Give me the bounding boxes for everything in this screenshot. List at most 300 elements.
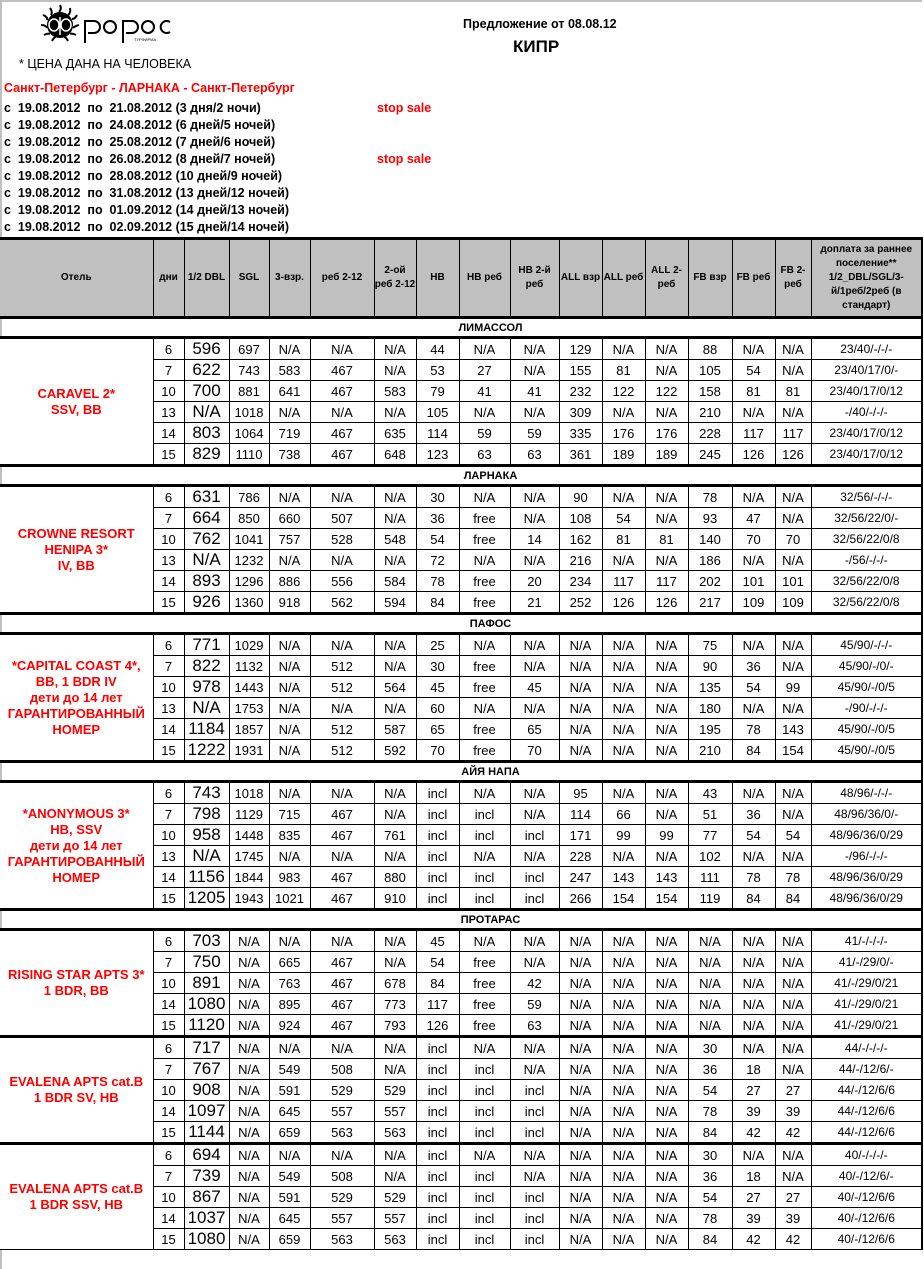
price-cell: 803 (184, 423, 229, 444)
price-cell: 881 (229, 381, 269, 402)
price-cell: N/A (645, 719, 688, 740)
price-cell: 40/-/-/-/- (811, 1144, 922, 1166)
column-header: 2-ой реб 2-12 (374, 239, 416, 318)
price-cell: incl (416, 867, 459, 888)
price-cell: 195 (688, 719, 732, 740)
price-cell: N/A (775, 1166, 811, 1187)
price-cell: 1232 (229, 550, 269, 571)
price-cell: 232 (559, 381, 602, 402)
price-cell: N/A (310, 486, 374, 508)
price-cell: incl (416, 1037, 459, 1059)
price-cell: N/A (229, 1015, 269, 1037)
price-cell: free (459, 994, 510, 1015)
price-cell: N/A (310, 550, 374, 571)
price-cell: 23/40/17/0/- (811, 360, 922, 381)
price-cell: 54 (732, 677, 775, 698)
price-cell: N/A (459, 1144, 510, 1166)
price-cell: 958 (184, 825, 229, 846)
price-cell: N/A (732, 550, 775, 571)
price-cell: 14 (153, 1101, 184, 1122)
price-cell: 54 (602, 508, 645, 529)
price-cell: N/A (310, 782, 374, 804)
price-cell: N/A (510, 952, 559, 973)
price-cell: N/A (459, 1037, 510, 1059)
price-cell: N/A (602, 952, 645, 973)
price-cell: incl (459, 867, 510, 888)
price-cell: 563 (310, 1122, 374, 1144)
price-cell: 7 (153, 1166, 184, 1187)
price-cell: N/A (229, 1166, 269, 1187)
price-cell: N/A (732, 846, 775, 867)
price-cell: 43 (688, 782, 732, 804)
price-cell: 895 (269, 994, 310, 1015)
hotel-name-line: дети до 14 лет (29, 689, 123, 705)
price-cell: N/A (775, 1059, 811, 1080)
column-header: реб 2-12 (310, 239, 374, 318)
price-cell: N/A (732, 1037, 775, 1059)
price-cell: N/A (559, 952, 602, 973)
price-cell: free (459, 952, 510, 973)
price-cell: 66 (602, 804, 645, 825)
price-cell: 10 (153, 973, 184, 994)
price-cell: 850 (229, 508, 269, 529)
price-cell: N/A (645, 677, 688, 698)
hotel-name-line: 1 BDR, BB (43, 983, 109, 998)
price-cell: 564 (374, 677, 416, 698)
hotel-name (0, 930, 153, 1037)
price-cell: 512 (310, 656, 374, 677)
price-cell: incl (416, 1187, 459, 1208)
price-cell: N/A (459, 634, 510, 656)
price-cell: 309 (559, 402, 602, 423)
hotel-name-line: *ANONYMOUS 3* (22, 805, 130, 821)
price-cell: 48/96/36/0/29 (811, 867, 922, 888)
price-cell: 773 (374, 994, 416, 1015)
price-cell: 93 (688, 508, 732, 529)
price-cell: 44/-/12/6/- (811, 1059, 922, 1080)
price-cell: 102 (688, 846, 732, 867)
price-cell: N/A (602, 550, 645, 571)
hotel-name-line: BB, 1 BDR IV (35, 673, 117, 689)
price-cell: N/A (559, 1080, 602, 1101)
svg-text:ТУРФИРМА: ТУРФИРМА (134, 37, 157, 42)
price-cell: 867 (184, 1187, 229, 1208)
hotel-name-line: HB, SSV (50, 821, 103, 837)
region-row (0, 762, 922, 782)
price-cell: N/A (645, 338, 688, 360)
price-cell: 54 (732, 825, 775, 846)
period-item (4, 152, 464, 169)
price-cell: N/A (310, 1144, 374, 1166)
price-cell: 39 (775, 1101, 811, 1122)
price-cell: 1844 (229, 867, 269, 888)
price-cell: N/A (510, 550, 559, 571)
hotel-name-line: ГАРАНТИРОВАННЫЙ (7, 705, 145, 721)
price-cell: 45/90/-/0/5 (811, 677, 922, 698)
price-cell: N/A (374, 656, 416, 677)
price-cell: 697 (229, 338, 269, 360)
price-cell: N/A (184, 402, 229, 423)
price-cell: N/A (559, 1037, 602, 1059)
price-cell: 23/40/-/-/- (811, 338, 922, 360)
column-header: HB 2-й реб (510, 239, 559, 318)
price-cell: 186 (688, 550, 732, 571)
price-cell: incl (459, 1208, 510, 1229)
price-cell: N/A (310, 698, 374, 719)
price-cell: 216 (559, 550, 602, 571)
price-cell: 13 (153, 550, 184, 571)
table-row (0, 338, 922, 360)
price-cell: 101 (775, 571, 811, 592)
price-cell: -/40/-/-/- (811, 402, 922, 423)
price-cell: 1857 (229, 719, 269, 740)
price-cell: 763 (269, 973, 310, 994)
price-cell: 247 (559, 867, 602, 888)
price-cell: N/A (732, 1144, 775, 1166)
price-cell: 14 (153, 423, 184, 444)
price-cell: N/A (732, 486, 775, 508)
price-cell: N/A (775, 782, 811, 804)
price-cell: 30 (416, 656, 459, 677)
price-cell: incl (510, 1101, 559, 1122)
price-cell: 117 (416, 994, 459, 1015)
price-cell: 84 (732, 888, 775, 910)
price-cell: 1205 (184, 888, 229, 910)
price-cell: 32/56/22/0/8 (811, 571, 922, 592)
price-cell: N/A (775, 338, 811, 360)
price-cell: 32/56/22/0/8 (811, 529, 922, 550)
price-cell: N/A (602, 1144, 645, 1166)
hotel-name-line: ГАРАНТИРОВАННЫЙ (7, 853, 145, 869)
price-cell: 154 (602, 888, 645, 910)
price-cell: N/A (775, 973, 811, 994)
price-cell: N/A (688, 973, 732, 994)
price-cell: N/A (310, 1037, 374, 1059)
price-cell: 1018 (229, 782, 269, 804)
table-row (0, 930, 922, 952)
price-cell: 583 (374, 381, 416, 402)
price-cell: N/A (184, 550, 229, 571)
price-cell: N/A (559, 1208, 602, 1229)
price-cell: 10 (153, 381, 184, 402)
price-cell: N/A (688, 952, 732, 973)
price-cell: 101 (732, 571, 775, 592)
stop-sale-badge: stop sale (377, 152, 432, 166)
price-cell: 467 (310, 867, 374, 888)
price-cell: 228 (559, 846, 602, 867)
price-cell: free (459, 592, 510, 614)
price-cell: 660 (269, 508, 310, 529)
price-cell: N/A (459, 550, 510, 571)
price-cell: N/A (732, 782, 775, 804)
price-cell: incl (459, 1166, 510, 1187)
period-item (4, 101, 464, 118)
price-cell: 84 (688, 1122, 732, 1144)
price-cell: N/A (645, 846, 688, 867)
hotel-name (0, 338, 153, 466)
price-cell: N/A (510, 1166, 559, 1187)
price-cell: 117 (732, 423, 775, 444)
price-cell: N/A (459, 402, 510, 423)
price-cell: 41/-/29/0/21 (811, 994, 922, 1015)
price-cell: N/A (775, 1015, 811, 1037)
price-cell: N/A (688, 994, 732, 1015)
price-cell: N/A (602, 1122, 645, 1144)
price-cell: incl (459, 1080, 510, 1101)
price-cell: 1110 (229, 444, 269, 466)
price-cell: 1931 (229, 740, 269, 762)
price-cell: free (459, 1015, 510, 1037)
price-cell: incl (459, 1122, 510, 1144)
column-header: HB (416, 239, 459, 318)
price-cell: 234 (559, 571, 602, 592)
price-cell: 761 (374, 825, 416, 846)
price-cell: N/A (645, 360, 688, 381)
price-cell: 99 (602, 825, 645, 846)
price-cell: 42 (732, 1122, 775, 1144)
price-cell: 7 (153, 804, 184, 825)
price-cell: 786 (229, 486, 269, 508)
price-cell: 918 (269, 592, 310, 614)
price-cell: N/A (510, 698, 559, 719)
price-cell: 587 (374, 719, 416, 740)
periods-list (4, 101, 464, 237)
column-header: 3-взр. (269, 239, 310, 318)
price-cell: N/A (310, 930, 374, 952)
price-cell: 45/90/-/0/5 (811, 740, 922, 762)
period-text: с 19.08.2012 по 25.08.2012 (7 дней/6 ночей) (4, 135, 276, 149)
price-cell: incl (510, 867, 559, 888)
price-cell: N/A (602, 846, 645, 867)
price-cell: N/A (602, 994, 645, 1015)
price-cell: N/A (645, 1122, 688, 1144)
price-cell: incl (416, 1208, 459, 1229)
price-cell: 20 (510, 571, 559, 592)
price-cell: 771 (184, 634, 229, 656)
price-cell: 126 (416, 1015, 459, 1037)
price-cell: N/A (775, 930, 811, 952)
price-cell: N/A (229, 994, 269, 1015)
price-cell: N/A (374, 1166, 416, 1187)
price-cell: 335 (559, 423, 602, 444)
price-cell: 27 (775, 1187, 811, 1208)
price-cell: 739 (184, 1166, 229, 1187)
price-cell: 70 (510, 740, 559, 762)
price-cell: N/A (775, 804, 811, 825)
price-cell: N/A (510, 804, 559, 825)
price-cell: 793 (374, 1015, 416, 1037)
price-cell: N/A (269, 1037, 310, 1059)
price-cell: N/A (645, 1229, 688, 1250)
price-cell: N/A (559, 1015, 602, 1037)
price-note: * ЦЕНА ДАНА НА ЧЕЛОВЕКА (19, 57, 192, 71)
price-cell: 1753 (229, 698, 269, 719)
price-cell: N/A (559, 1229, 602, 1250)
price-cell: N/A (510, 1144, 559, 1166)
hotel-name-line: EVALENA APTS cat.B (9, 1074, 144, 1089)
price-cell: 10 (153, 529, 184, 550)
hotel-name (0, 782, 153, 910)
price-cell: 14 (153, 1208, 184, 1229)
price-cell: N/A (645, 930, 688, 952)
price-cell: N/A (374, 930, 416, 952)
price-cell: N/A (310, 338, 374, 360)
price-cell: 18 (732, 1166, 775, 1187)
price-cell: N/A (559, 994, 602, 1015)
price-cell: 583 (269, 360, 310, 381)
price-cell: 563 (374, 1122, 416, 1144)
price-cell: 762 (184, 529, 229, 550)
price-cell: N/A (559, 973, 602, 994)
price-cell: N/A (559, 740, 602, 762)
price-cell: 84 (732, 740, 775, 762)
column-header: 1/2 DBL (184, 239, 229, 318)
price-cell: 27 (775, 1080, 811, 1101)
price-cell: 594 (374, 592, 416, 614)
price-cell: -/96/-/-/- (811, 846, 922, 867)
hotel-name (0, 1037, 153, 1144)
price-cell: N/A (229, 952, 269, 973)
price-cell: free (459, 529, 510, 550)
price-cell: N/A (732, 994, 775, 1015)
price-cell: 25 (416, 634, 459, 656)
price-cell: 39 (775, 1208, 811, 1229)
price-cell: N/A (559, 634, 602, 656)
period-text: с 19.08.2012 по 01.09.2012 (14 дней/13 ночей) (4, 203, 290, 217)
price-cell: 563 (310, 1229, 374, 1250)
hotel-name (0, 634, 153, 762)
price-cell: 42 (732, 1229, 775, 1250)
price-cell: 750 (184, 952, 229, 973)
period-text: с 19.08.2012 по 26.08.2012 (8 дней/7 ночей) (4, 152, 276, 166)
price-cell: 70 (416, 740, 459, 762)
price-cell: incl (416, 846, 459, 867)
price-cell: 44/-/12/6/6 (811, 1101, 922, 1122)
price-cell: 715 (269, 804, 310, 825)
price-cell: 122 (602, 381, 645, 402)
price-cell: 14 (510, 529, 559, 550)
price-cell: 14 (153, 571, 184, 592)
price-cell: 1144 (184, 1122, 229, 1144)
price-cell: 1296 (229, 571, 269, 592)
price-cell: 14 (153, 719, 184, 740)
price-cell: free (459, 677, 510, 698)
price-cell: 30 (416, 486, 459, 508)
price-cell: N/A (510, 1059, 559, 1080)
price-cell: N/A (645, 782, 688, 804)
price-cell: free (459, 571, 510, 592)
route: Санкт-Петербург - ЛАРНАКА - Санкт-Петербург (4, 81, 295, 95)
price-cell: N/A (510, 338, 559, 360)
price-cell: N/A (775, 698, 811, 719)
price-cell: 694 (184, 1144, 229, 1166)
price-cell: 126 (732, 444, 775, 466)
price-cell: incl (510, 825, 559, 846)
price-cell: 105 (688, 360, 732, 381)
price-cell: 659 (269, 1229, 310, 1250)
price-cell: 99 (775, 677, 811, 698)
price-cell: 983 (269, 867, 310, 888)
price-cell: N/A (374, 1037, 416, 1059)
price-cell: N/A (229, 1101, 269, 1122)
price-cell: 15 (153, 1122, 184, 1144)
period-text: с 19.08.2012 по 24.08.2012 (6 дней/5 ночей) (4, 118, 276, 132)
price-cell: -/56/-/-/- (811, 550, 922, 571)
price-cell: 39 (732, 1101, 775, 1122)
price-cell: 70 (732, 529, 775, 550)
price-cell: 59 (510, 423, 559, 444)
table-row (0, 1037, 922, 1059)
price-cell: 72 (416, 550, 459, 571)
price-cell: N/A (645, 656, 688, 677)
price-cell: N/A (374, 1144, 416, 1166)
price-cell: 129 (559, 338, 602, 360)
period-item (4, 169, 464, 186)
price-cell: 361 (559, 444, 602, 466)
price-cell: N/A (645, 486, 688, 508)
price-cell: 45 (416, 677, 459, 698)
price-cell: 512 (310, 740, 374, 762)
region-name: ЛАРНАКА (0, 466, 922, 486)
price-cell: incl (416, 1122, 459, 1144)
price-cell: 41 (510, 381, 559, 402)
price-cell: N/A (775, 1037, 811, 1059)
region-row (0, 910, 922, 930)
price-cell: 155 (559, 360, 602, 381)
price-cell: 70 (775, 529, 811, 550)
price-cell: N/A (459, 338, 510, 360)
price-cell: N/A (775, 1144, 811, 1166)
hotel-name-line: CROWNE RESORT (17, 525, 135, 541)
price-cell: N/A (374, 338, 416, 360)
price-cell: N/A (645, 740, 688, 762)
price-cell: 1041 (229, 529, 269, 550)
price-cell: 122 (645, 381, 688, 402)
period-text: с 19.08.2012 по 02.09.2012 (15 дней/14 ночей) (4, 220, 290, 234)
price-cell: 114 (559, 804, 602, 825)
price-cell: N/A (269, 550, 310, 571)
price-cell: 467 (310, 381, 374, 402)
price-cell: N/A (374, 360, 416, 381)
price-cell: incl (416, 1144, 459, 1166)
price-cell: N/A (374, 1059, 416, 1080)
price-cell: N/A (559, 719, 602, 740)
price-cell: N/A (374, 698, 416, 719)
price-cell: N/A (559, 1187, 602, 1208)
price-cell: 23/40/17/0/12 (811, 423, 922, 444)
price-cell: 467 (310, 994, 374, 1015)
region-row (0, 466, 922, 486)
price-cell: 641 (269, 381, 310, 402)
price-cell: 835 (269, 825, 310, 846)
price-cell: 77 (688, 825, 732, 846)
price-cell: N/A (732, 698, 775, 719)
hotel-name (0, 1144, 153, 1250)
hotel-name-line: 1 BDR SSV, HB (29, 1197, 123, 1212)
price-cell: N/A (559, 677, 602, 698)
price-cell: N/A (602, 698, 645, 719)
price-cell: 7 (153, 360, 184, 381)
price-cell: incl (510, 1229, 559, 1250)
price-cell: N/A (602, 1166, 645, 1187)
price-cell: 549 (269, 1166, 310, 1187)
price-cell: 158 (688, 381, 732, 402)
price-cell: 40/-/12/6/6 (811, 1187, 922, 1208)
column-header: ALL 2-реб (645, 239, 688, 318)
price-cell: 36 (688, 1166, 732, 1187)
price-cell: N/A (374, 508, 416, 529)
price-cell: 18 (732, 1059, 775, 1080)
